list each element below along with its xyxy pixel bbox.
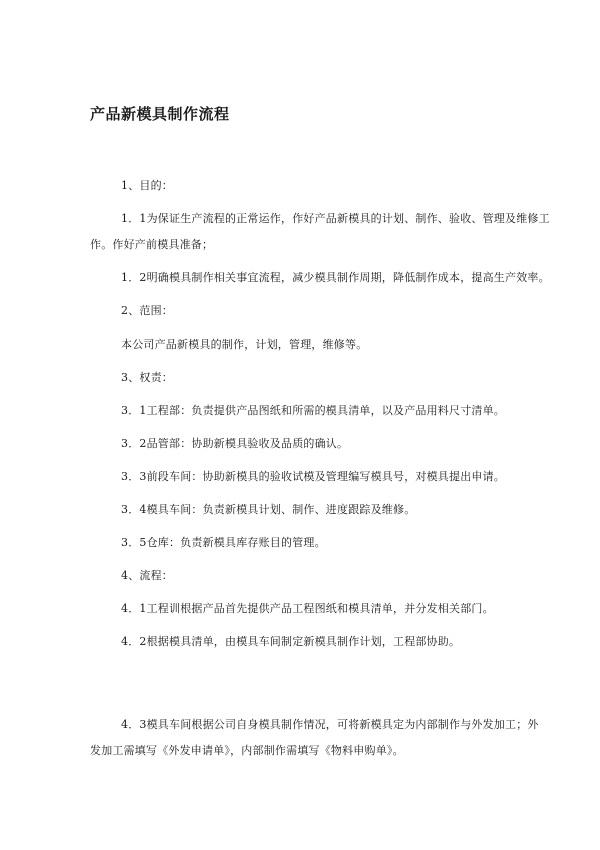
section-3-heading: 3、权责： [121, 371, 173, 384]
item-3-2: 3．2品管部：协助新模具验收及品质的确认。 [121, 437, 349, 450]
item-1-2: 1．2明确模具制作相关事宜流程，减少模具制作周期，降低制作成本，提高生产效率。 [121, 271, 550, 284]
scope-text: 本公司产品新模具的制作，计划，管理，维修等。 [121, 338, 368, 351]
item-1-1-line-1: 1．1为保证生产流程的正常运作，作好产品新模具的计划、制作、验收、管理及维修工 [121, 212, 550, 225]
section-2-heading: 2、范围： [121, 304, 173, 317]
item-3-4: 3．4模具车间：负责新模具计划、制作、进度跟踪及维修。 [121, 503, 416, 516]
item-3-1: 3．1工程部：负责提供产品图纸和所需的模具清单，以及产品用料尺寸清单。 [121, 404, 505, 417]
item-4-1: 4．1工程训根据产品首先提供产品工程图纸和模具清单，并分发相关部门。 [121, 602, 494, 615]
item-4-3-line-2: 发加工需填写《外发申请单》，内部制作需填写《物料申购单》。 [90, 744, 404, 757]
section-1-heading: 1、目的： [121, 179, 173, 192]
item-3-3: 3．3前段车间：协助新模具的验收试模及管理编写模具号，对模具提出申请。 [121, 470, 505, 483]
item-1-1-line-2: 作。作好产前模具准备； [90, 238, 214, 251]
item-4-2: 4．2根据模具清单，由模具车间制定新模具制作计划，工程部协助。 [121, 635, 461, 648]
section-4-heading: 4、流程： [121, 569, 173, 582]
document-title: 产品新模具制作流程 [90, 105, 230, 123]
item-4-3-line-1: 4．3模具车间根据公司自身模具制作情况，可将新模具定为内部制作与外发加工；外 [121, 718, 539, 731]
item-3-5: 3．5仓库：负责新模具库存账目的管理。 [121, 536, 326, 549]
